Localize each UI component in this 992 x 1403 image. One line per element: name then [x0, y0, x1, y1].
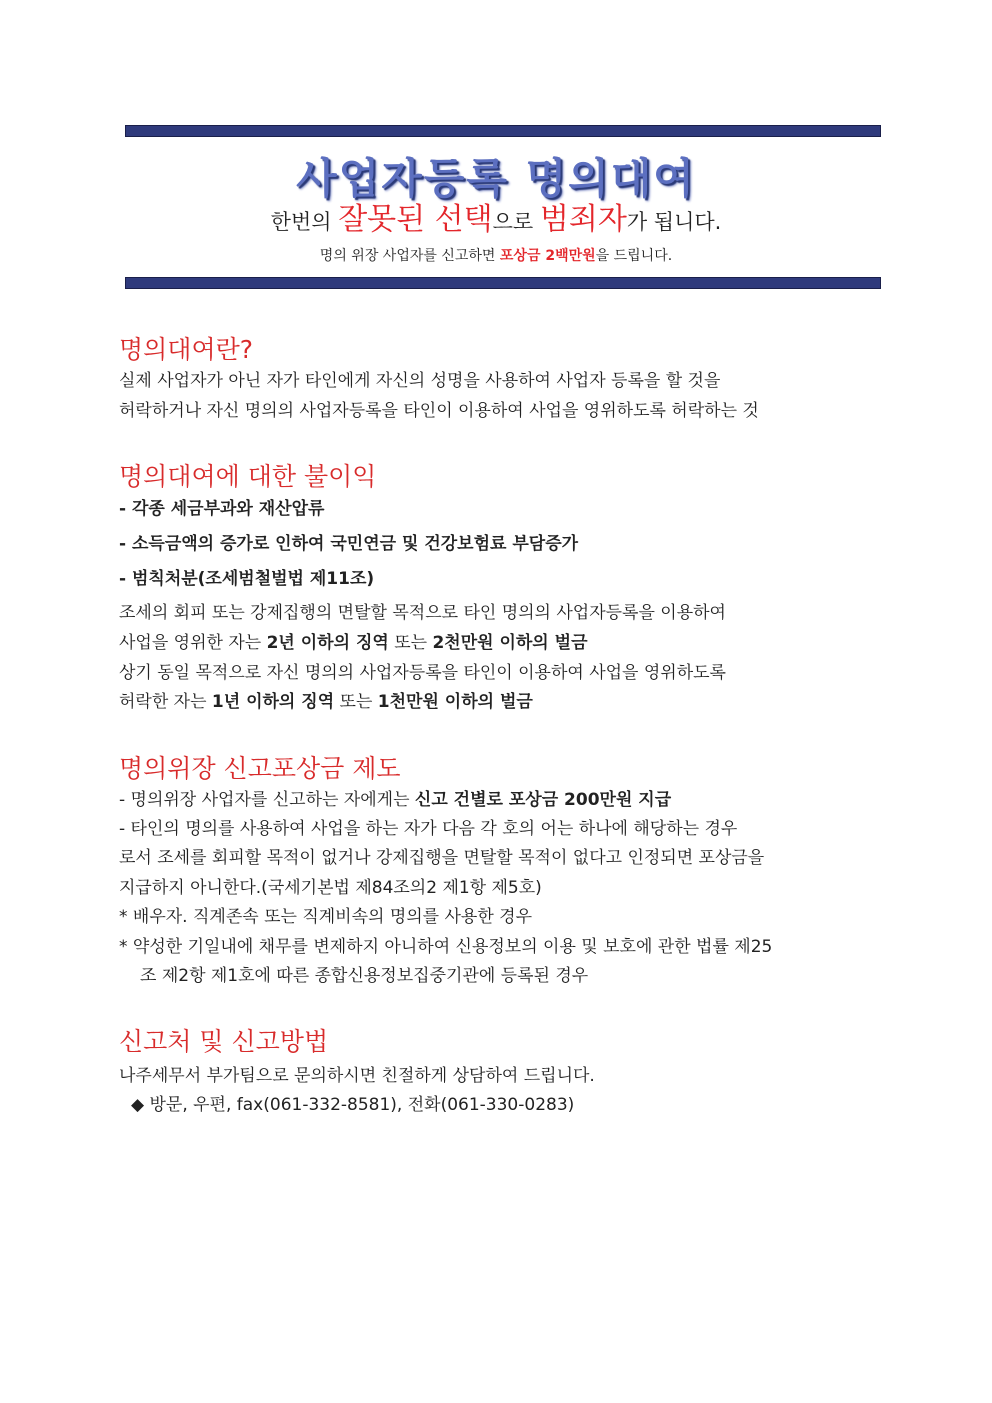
- definition-line: 실제 사업자가 아닌 자가 타인에게 자신의 성명을 사용하여 사업자 등록을 할 것을: [119, 371, 721, 391]
- reward-line: 지급하지 아니한다.(국세기본법 제84조의2 제1항 제5호): [119, 878, 542, 898]
- reward-line: [119, 786, 671, 815]
- subtitle-text: 으로: [492, 210, 540, 234]
- tagline-emphasis: 포상금 2백만원: [499, 248, 596, 264]
- penalty-line: [119, 688, 533, 717]
- reward-line: 로서 조세를 회피할 목적이 없거나 강제집행을 면탈할 목적이 없다고 인정되면 포상금을: [119, 848, 765, 868]
- tagline-text: 명의 위장 사업자를 신고하면: [319, 248, 500, 264]
- penalty-emphasis: 2천만원 이하의 벌금: [432, 633, 588, 653]
- reward-exception: * 약성한 기일내에 채무를 변제하지 아니하여 신용정보의 이용 및 보호에 관한 법률 제25: [119, 937, 773, 957]
- subtitle-text: 가 됩니다.: [626, 210, 722, 234]
- penalty-emphasis: 2년 이하의 징역: [266, 633, 389, 653]
- header-top-bar: [125, 125, 881, 137]
- disadvantage-item: - 각종 세금부과와 재산압류: [119, 499, 325, 519]
- penalty-text: 사업을 영위한 자는: [119, 633, 267, 653]
- subtitle-text: 한번의: [270, 210, 339, 234]
- penalty-line: [119, 629, 588, 658]
- header-bottom-bar: [125, 277, 881, 289]
- disadvantage-item: - 소득금액의 증가로 인하여 국민연금 및 건강보험료 부담증가: [119, 534, 579, 554]
- report-contact-line: ◆ 방문, 우편, fax(061-332-8581), 전화(061-330-0283): [131, 1095, 575, 1115]
- disadvantage-item: - 범칙처분(조세범철벌법 제11조): [119, 569, 375, 589]
- subtitle-emphasis-2: 범죄자: [539, 202, 627, 237]
- reward-emphasis: 신고 건별로 포상금 200만원 지급: [414, 790, 672, 810]
- section-heading-definition: 명의대여란?: [119, 335, 254, 364]
- penalty-text: 또는: [388, 633, 433, 653]
- report-info-line: 나주세무서 부가팀으로 문의하시면 친절하게 상담하여 드립니다.: [119, 1066, 595, 1086]
- subtitle-emphasis-1: 잘못된 선택: [338, 202, 493, 237]
- section-heading-how-to-report: 신고처 및 신고방법: [119, 1027, 329, 1056]
- section-heading-disadvantages: 명의대여에 대한 불이익: [119, 462, 377, 491]
- reward-exception: * 배우자. 직계존속 또는 직계비속의 명의를 사용한 경우: [119, 907, 533, 927]
- reward-line: - 타인의 명의를 사용하여 사업을 하는 자가 다음 각 호의 어는 하나에 해당하는 경우: [119, 819, 738, 839]
- page-subtitle: [0, 194, 992, 238]
- reward-tagline: [0, 245, 992, 265]
- tagline-text: 을 드립니다.: [595, 248, 673, 264]
- reward-exception-cont: 조 제2항 제1호에 따른 종합신용정보집중기관에 등록된 경우: [140, 966, 589, 986]
- page-title: 사업자등록 명의대여: [296, 154, 696, 203]
- reward-text: - 명의위장 사업자를 신고하는 자에게는: [119, 790, 415, 810]
- penalty-emphasis: 1년 이하의 징역: [211, 692, 335, 712]
- penalty-emphasis: 1천만원 이하의 벌금: [377, 692, 533, 712]
- penalty-text: 허락한 자는: [119, 692, 212, 712]
- definition-line: 허락하거나 자신 명의의 사업자등록을 타인이 이용하여 사업을 영위하도록 허락하는 것: [119, 401, 759, 421]
- penalty-line: 조세의 회피 또는 강제집행의 면탈할 목적으로 타인 명의의 사업자등록을 이용하여: [119, 603, 726, 623]
- section-heading-reward-system: 명의위장 신고포상금 제도: [119, 754, 401, 783]
- penalty-line: 상기 동일 목적으로 자신 명의의 사업자등록을 타인이 이용하여 사업을 영위하도록: [119, 663, 726, 683]
- penalty-text: 또는: [334, 692, 378, 712]
